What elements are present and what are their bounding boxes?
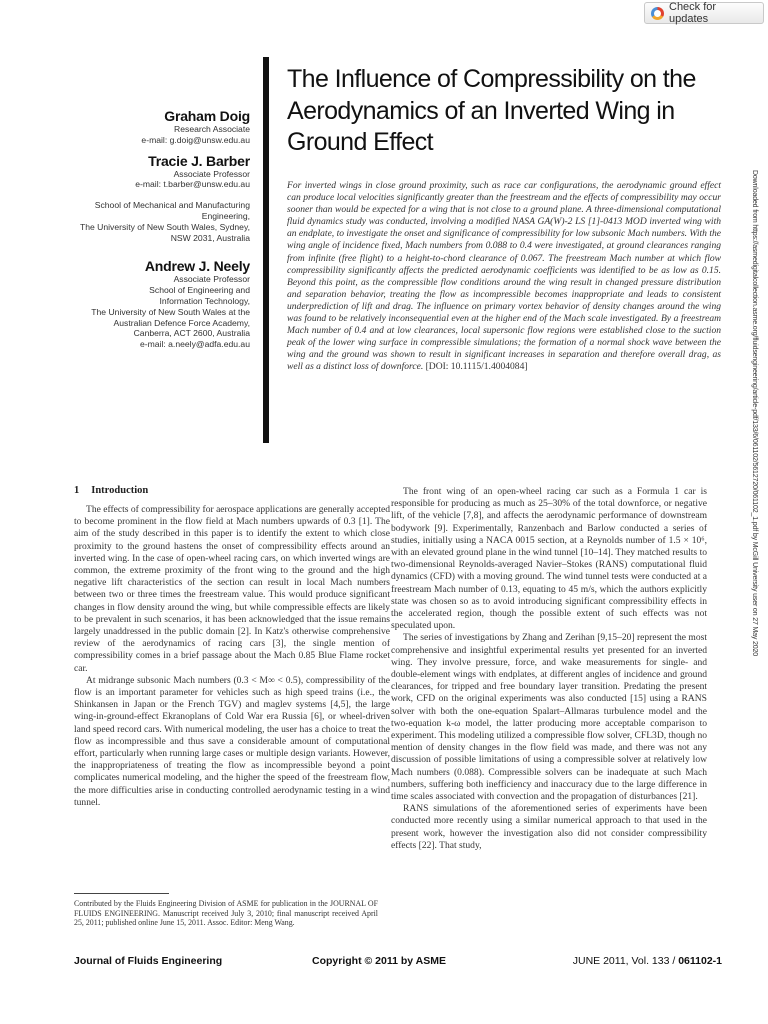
author-name: Graham Doig: [164, 108, 250, 124]
footer-copyright: Copyright © 2011 by ASME: [312, 955, 446, 967]
footnote: Contributed by the Fluids Engineering Division of ASME for publication in the JOURNAL OF FLUIDS ENGINEERING. Manuscript received July 3, 2010; final manuscript received April 25, 2011; published online June 15, 2011. Assoc. Editor: Meng Wang.: [74, 899, 378, 928]
footer-journal: Journal of Fluids Engineering: [74, 955, 223, 967]
column-right: [391, 486, 707, 852]
footer-page-number: 061102-1: [678, 955, 722, 967]
abstract-text: For inverted wings in close ground proximity, such as race car configurations, the aerodynamic ground effect can produce local velocities significantly greater than the freestream and the effects of compressibility may occur sooner than would be expected for a wing that is not close to a ground plane. A three-dimensional computational fluid dynamics study was conducted, involving a modified NASA GA(W)-2 LS [1]-0413 MOD inverted wing with an endplate, to investigate the onset and significance of compressibility for low subsonic Mach numbers. With the wing angle of incidence fixed, Mach numbers from 0.088 to 0.4 were investigated, at ground clearances ranging from infinite (free flight) to a height-to-chord clearance of 0.067. The freestream Mach number at which flow compressibility significantly affects the predicted aerodynamic coefficients was identified to be as low as 0.15. Beyond this point, as the compressible flow conditions around the wing result in changed pressure distribution and separation behavior, treating the flow as incompressible becomes inappropriate and leads to consistent underprediction of lift and drag. The influence on primary vortex behavior of density changes around the wing was found to be relatively inconsequential even at the higher end of the Mach scale investigated. By a freestream Mach number of 0.4 and at low clearances, local supersonic flow regions were established close to the suction peak of the lower wing surface in compressible simulations; the formation of a normal shock wave between the wing and the ground was shown to result in significant increases in separation and therefore overall drag, as well as a distinct loss of downforce.: [287, 180, 721, 373]
doi-text: [DOI: 10.1115/1.4004084]: [425, 361, 528, 373]
affiliation-line: School of Engineering and: [149, 285, 250, 296]
author-title: Associate Professor: [173, 168, 250, 179]
check-for-updates-button[interactable]: [644, 2, 764, 24]
affiliation-line: Engineering,: [201, 210, 250, 221]
paragraph: At midrange subsonic Mach numbers (0.3 < M∞ < 0.5), compressibility of the flow is an important parameter for vehicles such as high speed trains (i.e., the Shinkansen in Japan or the French TGV) and maglev systems [4,5], the large wing-in-ground-effect Ekranoplans of Cold War era Russia [6], or wheel-driven land speed record cars. With numerical modeling, the user has a choice to treat the flow as incompressible and thus save a considerable amount of computational effort, particularly when running large cases or multiple design variants. However, the inappropriateness of treating the flow as incompressible beyond a point complicates numerical modeling, and the higher the speed of the freestream flow, the more difficulties arise in conducting controlled aerodynamic testing in a wind tunnel.: [74, 674, 390, 808]
affiliation-line: Information Technology,: [159, 295, 250, 306]
affiliation-line: The University of New South Wales, Sydney,: [79, 221, 250, 232]
affiliation-line: Associate Professor: [173, 274, 250, 285]
paragraph: RANS simulations of the aforementioned series of experiments have been conducted more recently using a similar numerical approach to that used in the present work, however the investigation also did not consider compressibility effects [22]. That study,: [391, 803, 707, 851]
author-block: [70, 108, 250, 350]
paragraph: The front wing of an open-wheel racing car such as a Formula 1 car is responsible for producing as much as 25–30% of the total downforce, or negative lift, of the vehicle [7,8], and affects the aerodynamic performance of downstream bodywork [9]. Experimentally, Ranzenbach and Barlow conducted a series of studies, initially using a NACA 0015 section, at a Reynolds number of 1.5 × 10⁶, with an elevated ground plane in the wind tunnel [10–14]. They matched results to two-dimensional Reynolds-averaged Navier–Stokes (RANS) computational fluid dynamics (CFD) with a moving ground. The wind tunnel tests were conducted at a freestream Mach number of 0.13, equating to 45 m/s, which the authors explicitly state was chosen so as to avoid introducing significant compressibility effects in the accelerated region, though the possible extent of such effects was not speculated upon.: [391, 486, 707, 632]
footer-issue-text: JUNE 2011, Vol. 133 /: [572, 955, 679, 967]
abstract: [287, 180, 721, 374]
author-name: Andrew J. Neely: [144, 258, 250, 275]
section-heading: [74, 485, 148, 496]
title-divider-bar: [263, 57, 269, 443]
affiliation-line: School of Mechanical and Manufacturing: [94, 200, 250, 211]
affiliation-unsw: [70, 200, 250, 243]
author-title: Research Associate: [174, 124, 250, 134]
footer-issue: [573, 955, 722, 967]
affiliation-line: Canberra, ACT 2600, Australia: [133, 328, 250, 339]
author-barber: [70, 153, 250, 191]
affiliation-line: NSW 2031, Australia: [170, 232, 250, 243]
paragraph: The series of investigations by Zhang and Zerihan [9,15–20] represent the most comprehensive and insightful experimental results yet presented for an inverted wing. They involve pressure, force, and wake measurements for single- and double-element wings with endplates, at different angles of incidence and ground clearances, for tripped and free boundary layer transition. Predating the present work, CFD on the original experiments was also conducted [15] using a RANS solver with both the one-equation Spalart–Allmaras turbulence model and the two-equation k-ω model, the latter producing more acceptable comparison to experiment. This modeling utilized a compressible flow solver, CFL3D, though no mention of density changes in the flow field was made, and there was not any discussion of possible limitations of using a compressible solver at relatively low Mach numbers (0.088). Compressible solvers can be inadequate at such Mach numbers, suffering both inefficiency and inaccuracy due to the large difference in time scales associated with convection and the propagation of disturbances [21].: [391, 632, 707, 803]
author-email: e-mail: t.barber@unsw.edu.au: [135, 179, 250, 190]
author-doig: [70, 108, 250, 146]
author-email: e-mail: a.neely@adfa.edu.au: [139, 339, 250, 350]
paper-title: The Influence of Compressibility on the Aerodynamics of an Inverted Wing in Ground Effect: [287, 65, 696, 156]
affiliation-line: The University of New South Wales at the: [91, 306, 250, 317]
affiliation-line: Australian Defence Force Academy,: [113, 317, 250, 328]
paragraph: The effects of compressibility for aerospace applications are generally accepted to become prominent in the flow field at Mach numbers upwards of 0.3 [1]. The aim of the study described in this paper is to identify the extent to which close proximity to the ground hastens the onset of compressibility effects around an inverted wing. In the case of open-wheel racing cars, on which inverted wings are common, the extreme proximity of the front wing to the ground and the high negative lift characteristics of the section can result in local Mach numbers between two or three times the freestream value. This would produce significant changes in flow density around the wing, but while compressible effects are likely to be prevalent in such scenarios, it has been acknowledged that the issue remains largely unaddressed in the public domain [2]. In Katz's otherwise comprehensive review of the aerodynamics of racing cars [3], the single mention of compressibility comes in a brief passage about the Mach 0.85 Blue Flame rocket car.: [74, 504, 390, 674]
update-icon: [651, 7, 664, 20]
author-neely: [70, 258, 250, 350]
page-footer: [74, 955, 722, 969]
author-email: e-mail: g.doig@unsw.edu.au: [141, 134, 250, 145]
section-title: Introduction: [91, 485, 149, 496]
section-number: 1: [74, 485, 80, 496]
download-notice: Downloaded from https://asmedigitalcollection.asme.org/fluidsengineering/article-pdf/133/6/061102/5612720/061102_1.pdf by McGill University user on 27 May 2020: [751, 170, 758, 657]
author-name: Tracie J. Barber: [148, 152, 250, 169]
column-left: [74, 504, 390, 809]
footnote-divider: [74, 893, 169, 894]
check-for-updates-label: Check for updates: [669, 1, 717, 25]
